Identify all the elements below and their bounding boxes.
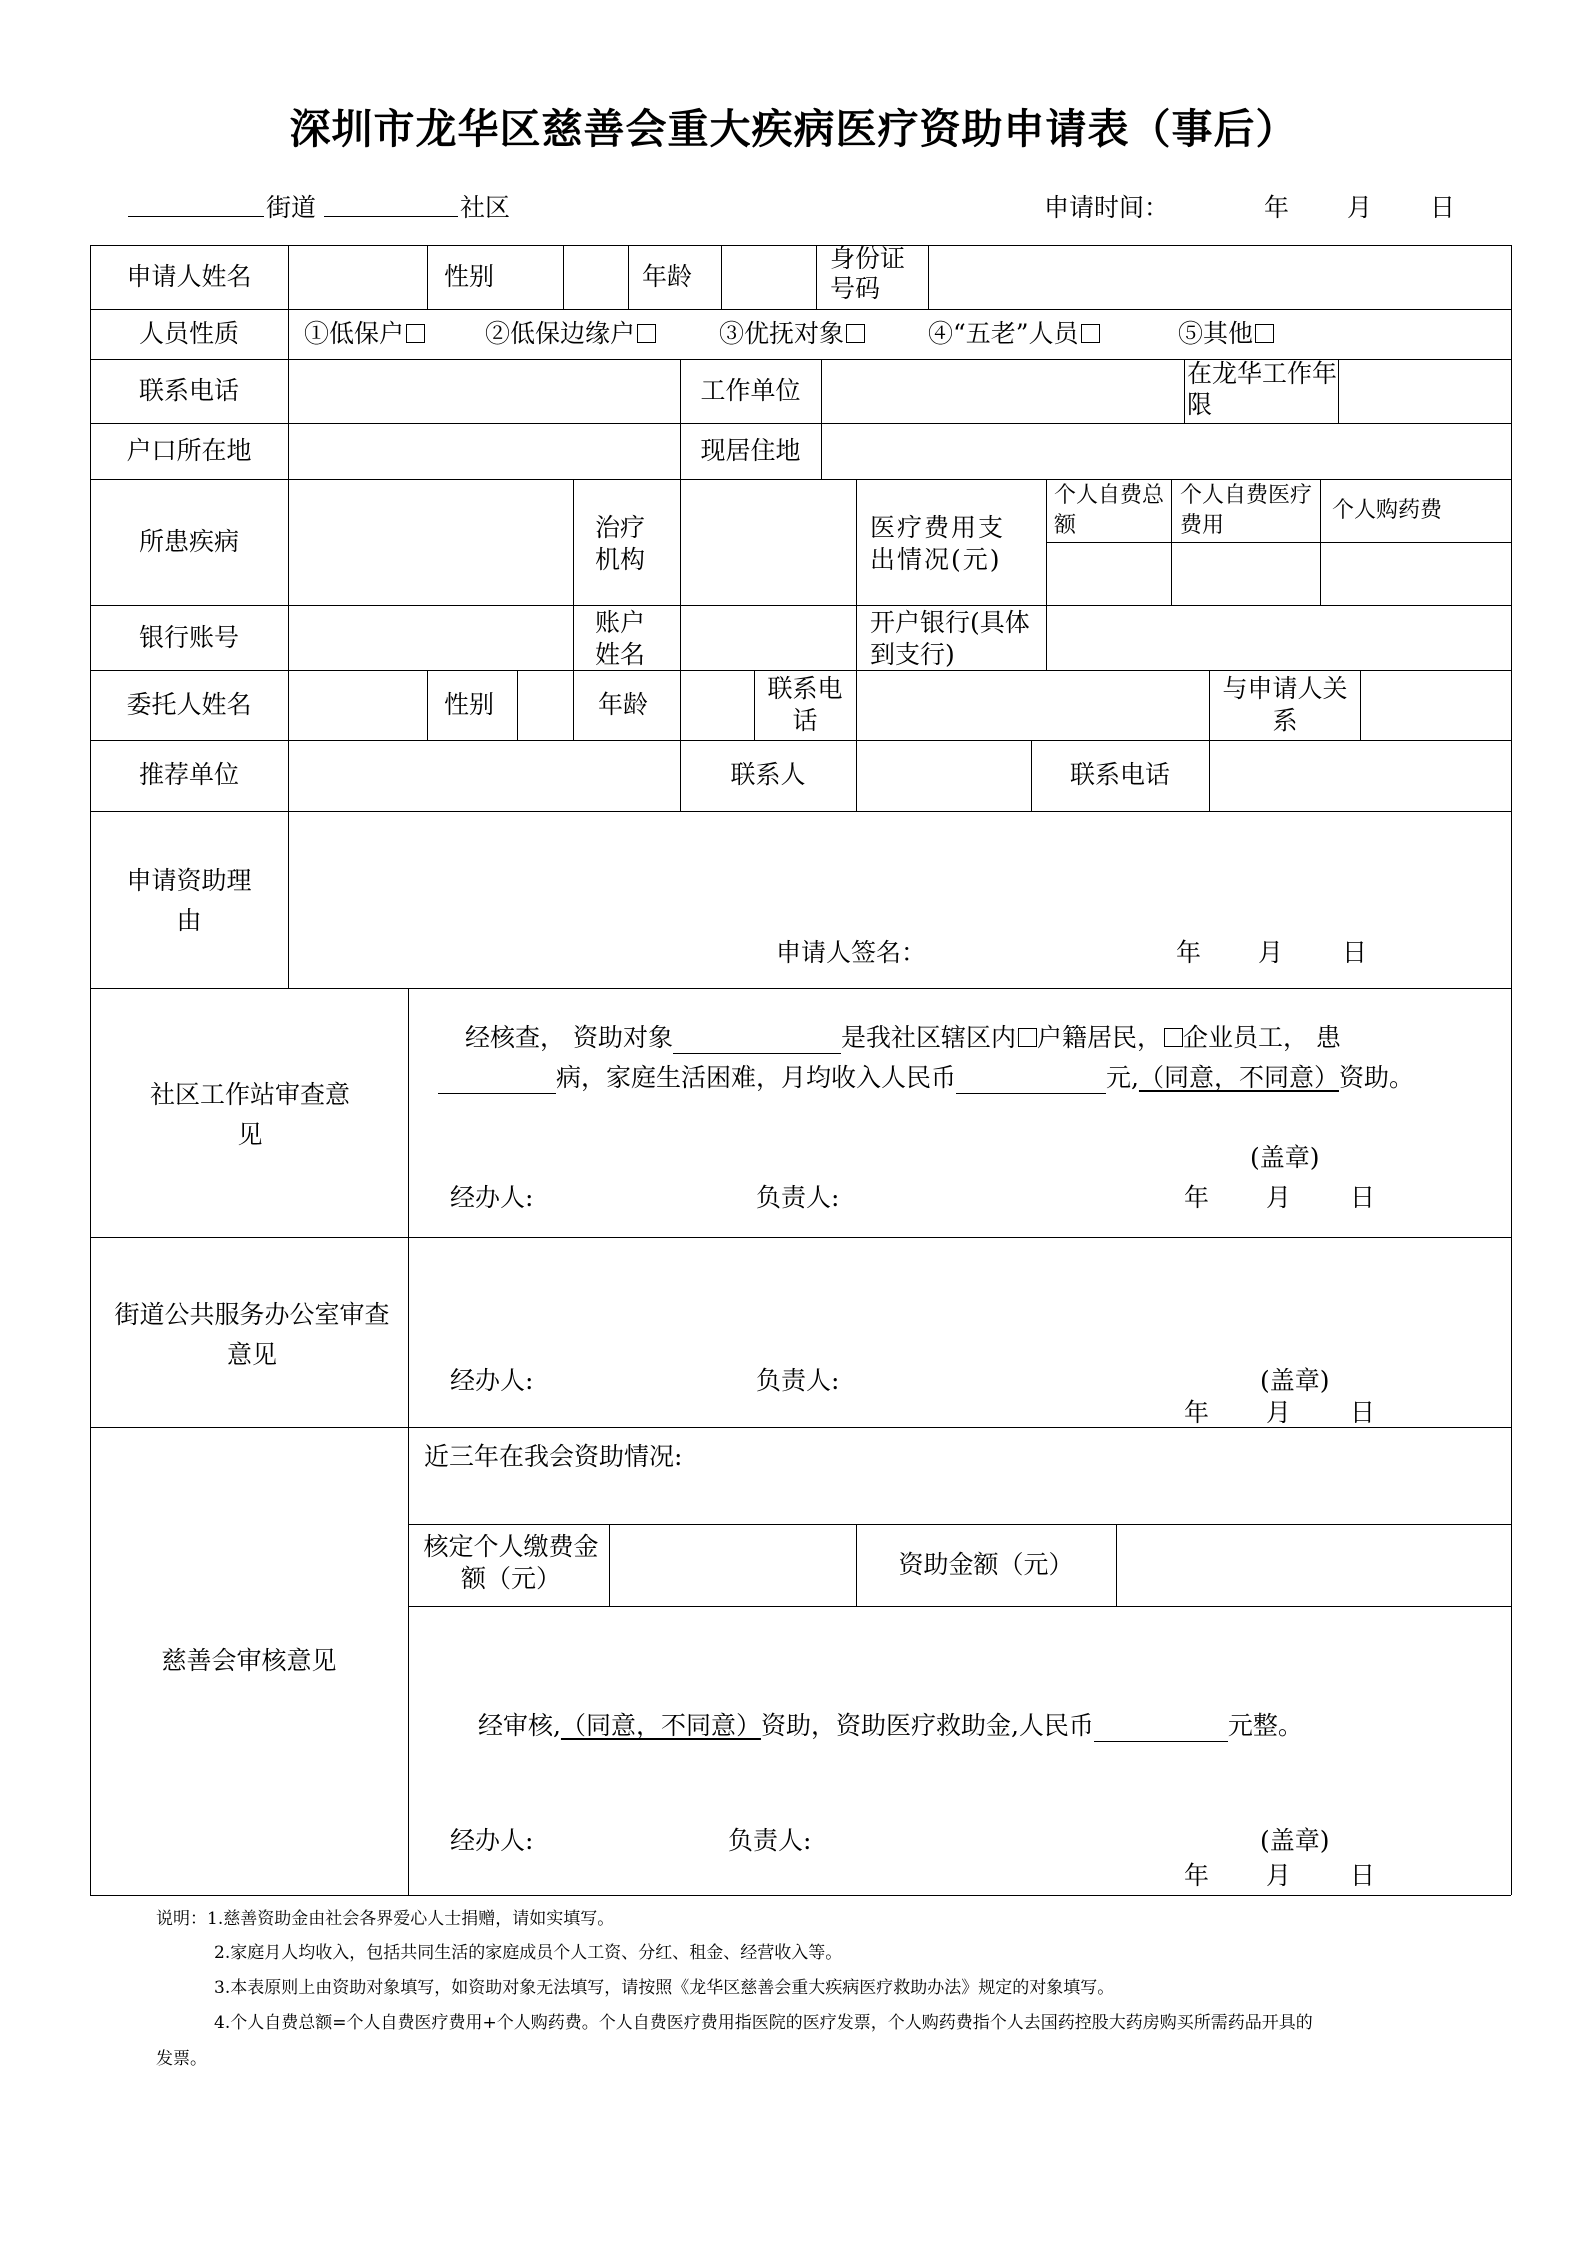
community-label: 社区	[460, 193, 511, 222]
expense-label: 医疗费用支出情况(元)	[870, 513, 1006, 574]
note-4-cont: 发票。	[156, 2049, 207, 2069]
approved-payment-field[interactable]	[610, 1525, 855, 1605]
work-unit-label: 工作单位	[700, 376, 801, 405]
bank-branch-field[interactable]	[1047, 606, 1510, 669]
account-name-label: 账户姓名	[595, 608, 646, 669]
self-medical-label: 个人自费医疗费用	[1180, 483, 1313, 538]
option-label: ③优抚对象	[719, 319, 845, 348]
hukou-label: 户口所在地	[126, 436, 252, 465]
charity-month: 月	[1266, 1861, 1292, 1890]
agent-gender-label: 性别	[444, 690, 495, 719]
person-type-option-1[interactable]	[304, 318, 425, 350]
past-aid-label: 近三年在我会资助情况:	[424, 1442, 683, 1471]
self-drug-field[interactable]	[1321, 543, 1510, 604]
disease-field[interactable]	[289, 480, 572, 604]
contact-phone-label: 联系电话	[1069, 760, 1170, 789]
agent-name-field[interactable]	[289, 671, 426, 739]
community-text: 元,	[1106, 1063, 1139, 1092]
charity-text: 元整。	[1227, 1711, 1303, 1740]
agent-phone-field[interactable]	[857, 671, 1208, 739]
relation-field[interactable]	[1361, 671, 1510, 739]
age-label: 年龄	[642, 262, 693, 291]
aid-amount-label: 资助金额（元）	[898, 1550, 1074, 1579]
street-field[interactable]	[128, 188, 264, 217]
checkbox-icon[interactable]	[406, 324, 425, 343]
applicant-name-field[interactable]	[289, 246, 426, 308]
agent-name-label: 委托人姓名	[126, 690, 252, 719]
aid-amount-field[interactable]	[1117, 1525, 1510, 1605]
community-day: 日	[1350, 1183, 1376, 1212]
reason-field[interactable]	[289, 812, 1510, 932]
self-drug-label: 个人购药费	[1332, 498, 1443, 523]
relation-label: 与申请人关系	[1222, 674, 1348, 735]
agent-phone-label: 联系电话	[767, 674, 843, 735]
header-month: 月	[1347, 193, 1373, 222]
community-handler-label: 经办人:	[450, 1183, 534, 1212]
community-text: 病，家庭生活困难，月均收入人民币	[556, 1063, 957, 1092]
charity-line	[478, 1710, 1303, 1742]
agree-option[interactable]: （同意，不同意）	[560, 1711, 761, 1740]
community-year: 年	[1184, 1183, 1210, 1212]
bank-account-label: 银行账号	[138, 623, 239, 652]
charity-text: 资助，资助医疗救助金,人民币	[760, 1711, 1094, 1740]
approved-payment-label: 核定个人缴费金额（元）	[423, 1532, 599, 1593]
gender-field[interactable]	[564, 246, 627, 308]
street-month: 月	[1266, 1398, 1292, 1427]
community-review-label: 社区工作站审查意见	[150, 1080, 351, 1149]
community-month: 月	[1266, 1183, 1292, 1212]
application-form-table	[90, 245, 1511, 1895]
phone-field[interactable]	[289, 360, 679, 422]
treatment-org-label: 治疗机构	[595, 513, 646, 574]
monthly-income-field[interactable]	[956, 1067, 1106, 1094]
option-label: ④“五老”人员	[928, 319, 1079, 348]
charity-day: 日	[1350, 1861, 1376, 1890]
community-text: 经核查， 资助对象	[465, 1023, 673, 1052]
charity-responsible-label: 负责人:	[728, 1826, 812, 1855]
phone-label: 联系电话	[138, 376, 239, 405]
self-total-field[interactable]	[1047, 543, 1170, 604]
community-text: 是我社区辖区内	[840, 1023, 1016, 1052]
disease-name-field[interactable]	[438, 1067, 556, 1094]
checkbox-icon[interactable]	[1255, 324, 1274, 343]
street-responsible-label: 负责人:	[756, 1366, 840, 1395]
street-seal: (盖章)	[1260, 1366, 1330, 1395]
street-review-label: 街道公共服务办公室审查意见	[114, 1300, 390, 1369]
recommender-label: 推荐单位	[138, 760, 239, 789]
header-year: 年	[1264, 193, 1290, 222]
community-text: 企业员工， 患	[1182, 1023, 1341, 1052]
street-year: 年	[1184, 1398, 1210, 1427]
street-day: 日	[1350, 1398, 1376, 1427]
aid-rmb-field[interactable]	[1094, 1715, 1228, 1742]
work-years-label: 在龙华工作年限	[1187, 359, 1338, 419]
community-text: 资助。	[1338, 1063, 1414, 1092]
page-title: 深圳市龙华区慈善会重大疾病医疗资助申请表（事后）	[289, 105, 1298, 153]
bank-branch-label: 开户银行(具体到支行)	[870, 608, 1030, 669]
person-type-option-4[interactable]	[928, 318, 1100, 350]
header-day: 日	[1430, 193, 1456, 222]
self-medical-field[interactable]	[1172, 543, 1319, 604]
charity-handler-label: 经办人:	[450, 1826, 534, 1855]
reason-label: 申请资助理由	[126, 866, 252, 935]
option-label: ①低保户	[304, 319, 405, 348]
agent-gender-field[interactable]	[518, 671, 572, 739]
person-type-option-2[interactable]	[485, 318, 656, 350]
apply-time-label: 申请时间：	[1044, 193, 1170, 222]
reason-month: 月	[1258, 938, 1284, 967]
work-unit-field[interactable]	[822, 360, 1183, 422]
applicant-sign-label: 申请人签名：	[776, 938, 927, 967]
person-type-option-3[interactable]	[719, 318, 865, 350]
reason-day: 日	[1342, 938, 1368, 967]
contact-person-field[interactable]	[857, 741, 1030, 810]
person-type-option-5[interactable]	[1178, 318, 1274, 350]
agent-age-label: 年龄	[598, 690, 649, 719]
charity-text: 经审核,	[478, 1711, 561, 1740]
self-total-label: 个人自费总额	[1054, 483, 1165, 538]
applicant-name-label: 申请人姓名	[126, 262, 252, 291]
aid-target-field[interactable]	[673, 1027, 841, 1054]
option-label: ②低保边缘户	[485, 319, 636, 348]
checkbox-icon[interactable]	[1081, 324, 1100, 343]
community-line-1	[465, 1022, 1341, 1054]
checkbox-icon[interactable]	[637, 324, 656, 343]
option-label: ⑤其他	[1178, 319, 1254, 348]
gender-label: 性别	[444, 262, 495, 291]
reason-year: 年	[1176, 938, 1202, 967]
note-2: 2.家庭月人均收入，包括共同生活的家庭成员个人工资、分红、租金、经营收入等。	[214, 1943, 843, 1963]
note-3: 3.本表原则上由资助对象填写，如资助对象无法填写，请按照《龙华区慈善会重大疾病医疗救助办法》规定的对象填写。	[214, 1978, 1115, 1998]
residence-field[interactable]	[822, 424, 1510, 478]
contact-person-label: 联系人	[730, 760, 806, 789]
id-number-field[interactable]	[929, 246, 1510, 308]
note-1: 说明：1.慈善资助金由社会各界爱心人士捐赠，请如实填写。	[156, 1909, 615, 1929]
community-field[interactable]	[324, 188, 458, 217]
bank-account-field[interactable]	[289, 606, 572, 669]
community-text: 户籍居民，	[1036, 1023, 1162, 1052]
street-handler-label: 经办人:	[450, 1366, 534, 1395]
checkbox-icon[interactable]	[1018, 1028, 1037, 1047]
community-line-2	[438, 1062, 1414, 1094]
account-name-field[interactable]	[681, 606, 855, 669]
community-responsible-label: 负责人:	[756, 1183, 840, 1212]
hukou-field[interactable]	[289, 424, 679, 478]
charity-year: 年	[1184, 1861, 1210, 1890]
recommender-field[interactable]	[289, 741, 679, 810]
community-seal: (盖章)	[1250, 1143, 1320, 1172]
age-field[interactable]	[722, 246, 815, 308]
work-years-field[interactable]	[1339, 360, 1510, 422]
contact-phone-field[interactable]	[1210, 741, 1510, 810]
checkbox-icon[interactable]	[846, 324, 865, 343]
person-type-label: 人员性质	[138, 319, 239, 348]
disease-label: 所患疾病	[138, 527, 239, 556]
street-label: 街道	[266, 193, 317, 222]
charity-seal: (盖章)	[1260, 1826, 1330, 1855]
treatment-org-field[interactable]	[681, 480, 855, 604]
agent-age-field[interactable]	[681, 671, 753, 739]
id-number-label: 身份证号码	[830, 244, 906, 303]
charity-review-label: 慈善会审核意见	[161, 1646, 337, 1675]
residence-label: 现居住地	[700, 436, 801, 465]
checkbox-icon[interactable]	[1164, 1028, 1183, 1047]
agree-option[interactable]: （同意，不同意）	[1138, 1063, 1339, 1092]
note-4: 4.个人自费总额=个人自费医疗费用+个人购药费。个人自费医疗费用指医院的医疗发票，个人购药费指个人去国药控股大药房购买所需药品开具的	[214, 2013, 1313, 2033]
